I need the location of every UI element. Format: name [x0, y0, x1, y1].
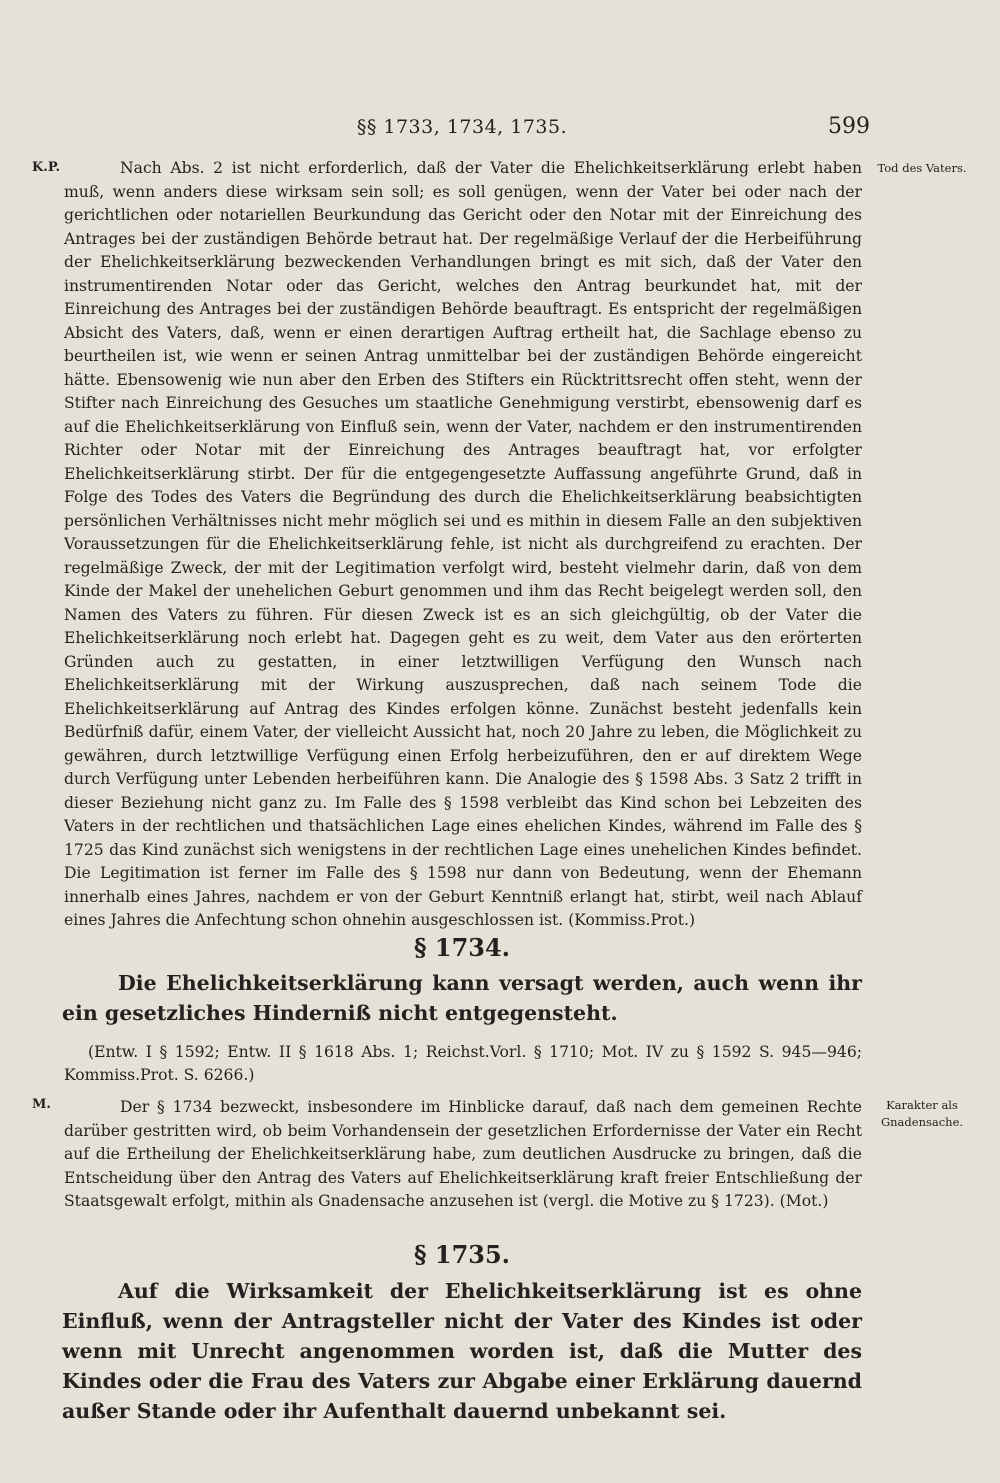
section-heading-1734: § 1734.	[413, 933, 511, 962]
margin-note-karakter: Karakter als Gnadensache.	[880, 1098, 964, 1129]
statute-1735	[62, 1276, 862, 1426]
margin-note-tod-des-vaters: Tod des Vaters.	[877, 161, 967, 175]
section-heading-1735: § 1735.	[413, 1240, 511, 1269]
page-number: 599	[828, 114, 870, 139]
citation-1734	[64, 1041, 862, 1087]
statute-1735-text: Auf die Wirksamkeit der Ehelichkeitserklärung ist es ohne Einfluß, wenn der Antragsteller nicht der Vater des Kindes ist oder wenn mit Unrecht angenommen worden ist, daß die Mutter des Kindes oder die Frau des Vaters zur Abgabe einer Erklärung dauernd außer Stande oder ihr Aufenthalt dauernd unbekannt sei.	[62, 1279, 862, 1423]
statute-1734-text: Die Ehelichkeitserklärung kann versagt werden, auch wenn ihr ein gesetzliches Hinderniß nicht entgegensteht.	[62, 971, 862, 1025]
commentary-1733	[64, 157, 862, 933]
commentary-1734-paragraph: Der § 1734 bezweckt, insbesondere im Hinblicke darauf, daß nach dem gemeinen Rechte darüber gestritten wird, ob beim Vorhandensein der gesetzlichen Erfordernisse der Vater ein Recht auf die Ertheilung der Ehelichkeitserklärung habe, zum deutlichen Ausdrucke zu bringen, daß die Entscheidung über den Antrag des Vaters auf Ehelichkeitserklärung kraft freier Entschließung der Staatsgewalt erfolgt, mithin als Gnadensache anzusehen ist (vergl. die Motive zu § 1723). (Mot.)	[64, 1098, 862, 1210]
margin-mark-m: M.	[32, 1097, 51, 1112]
commentary-1734	[64, 1096, 862, 1214]
running-head: §§ 1733, 1734, 1735.	[356, 116, 568, 138]
margin-mark-kp: K.P.	[32, 160, 60, 175]
citation-1734-text: (Entw. I § 1592; Entw. II § 1618 Abs. 1; Reichst.Vorl. § 1710; Mot. IV zu § 1592 S. 945—946; Kommiss.Prot. S. 6266.)	[64, 1043, 862, 1084]
commentary-1733-paragraph: Nach Abs. 2 ist nicht erforderlich, daß der Vater die Ehelichkeitserklärung erlebt haben muß, wenn anders diese wirksam sein soll; es soll genügen, wenn der Vater bei oder nach der gerichtlichen oder notariellen Beurkundung das Gericht oder den Notar mit der Einreichung des Antrages bei der zuständigen Behörde betraut hat. Der regelmäßige Verlauf der die Herbeiführung der Ehelichkeitserklärung bezweckenden Verhandlungen bringt es mit sich, daß der Vater den instrumentirenden Notar oder das Gericht, welches den Antrag beurkundet hat, mit der Einreichung des Antrages bei der zuständigen Behörde beauftragt. Es entspricht der regelmäßigen Absicht des Vaters, daß, wenn er einen derartigen Auftrag ertheilt hat, die Sachlage ebenso zu beurtheilen ist, wie wenn er seinen Antrag unmittelbar bei der zuständigen Behörde eingereicht hätte. Ebensowenig wie nun aber den Erben des Stifters ein Rücktrittsrecht offen steht, wenn der Stifter nach Einreichung des Gesuches um staatliche Genehmigung verstirbt, ebensowenig darf es auf die Ehelichkeitserklärung von Einfluß sein, wenn der Vater, nachdem er den instrumentirenden Richter oder Notar mit der Einreichung des Antrages beauftragt hat, vor erfolgter Ehelichkeitserklärung stirbt. Der für die entgegengesetzte Auffassung angeführte Grund, daß in Folge des Todes des Vaters die Begründung des durch die Ehelichkeitserklärung beabsichtigten persönlichen Verhältnisses nicht mehr möglich sei und es mithin in diesem Falle an den subjektiven Voraussetzungen für die Ehelichkeitserklärung fehle, ist nicht als durchgreifend zu erachten. Der regelmäßige Zweck, der mit der Legitimation verfolgt wird, besteht vielmehr darin, daß von dem Kinde der Makel der unehelichen Geburt genommen und ihm das Recht beigelegt werden soll, den Namen des Vaters zu führen. Für diesen Zweck ist es an sich gleichgültig, ob der Vater die Ehelichkeitserklärung noch erlebt hat. Dagegen geht es zu weit, dem Vater aus den erörterten Gründen auch zu gestatten, in einer letztwilligen Verfügung den Wunsch nach Ehelichkeitserklärung mit der Wirkung auszusprechen, daß nach seinem Tode die Ehelichkeitserklärung auf Antrag des Kindes erfolgen könne. Zunächst besteht jedenfalls kein Bedürfniß dafür, einem Vater, der vielleicht Aussicht hat, noch 20 Jahre zu leben, die Möglichkeit zu gewähren, durch letztwillige Verfügung einen Erfolg herbeizuführen, den er auf direktem Wege durch Verfügung unter Lebenden herbeiführen kann. Die Analogie des § 1598 Abs. 3 Satz 2 trifft in dieser Beziehung nicht ganz zu. Im Falle des § 1598 verbleibt das Kind schon bei Lebzeiten des Vaters in der rechtlichen und thatsächlichen Lage eines ehelichen Kindes, während im Falle des § 1725 das Kind zunächst sich wenigstens in der rechtlichen Lage eines unehelichen Kindes befindet. Die Legitimation ist ferner im Falle des § 1598 nur dann von Bedeutung, wenn der Ehemann innerhalb eines Jahres, nachdem er von der Geburt Kenntniß erlangt hat, stirbt, weil nach Ablauf eines Jahres die Anfechtung schon ohnehin ausgeschlossen ist. (Kommiss.Prot.)	[64, 159, 862, 929]
statute-1734	[62, 968, 862, 1028]
